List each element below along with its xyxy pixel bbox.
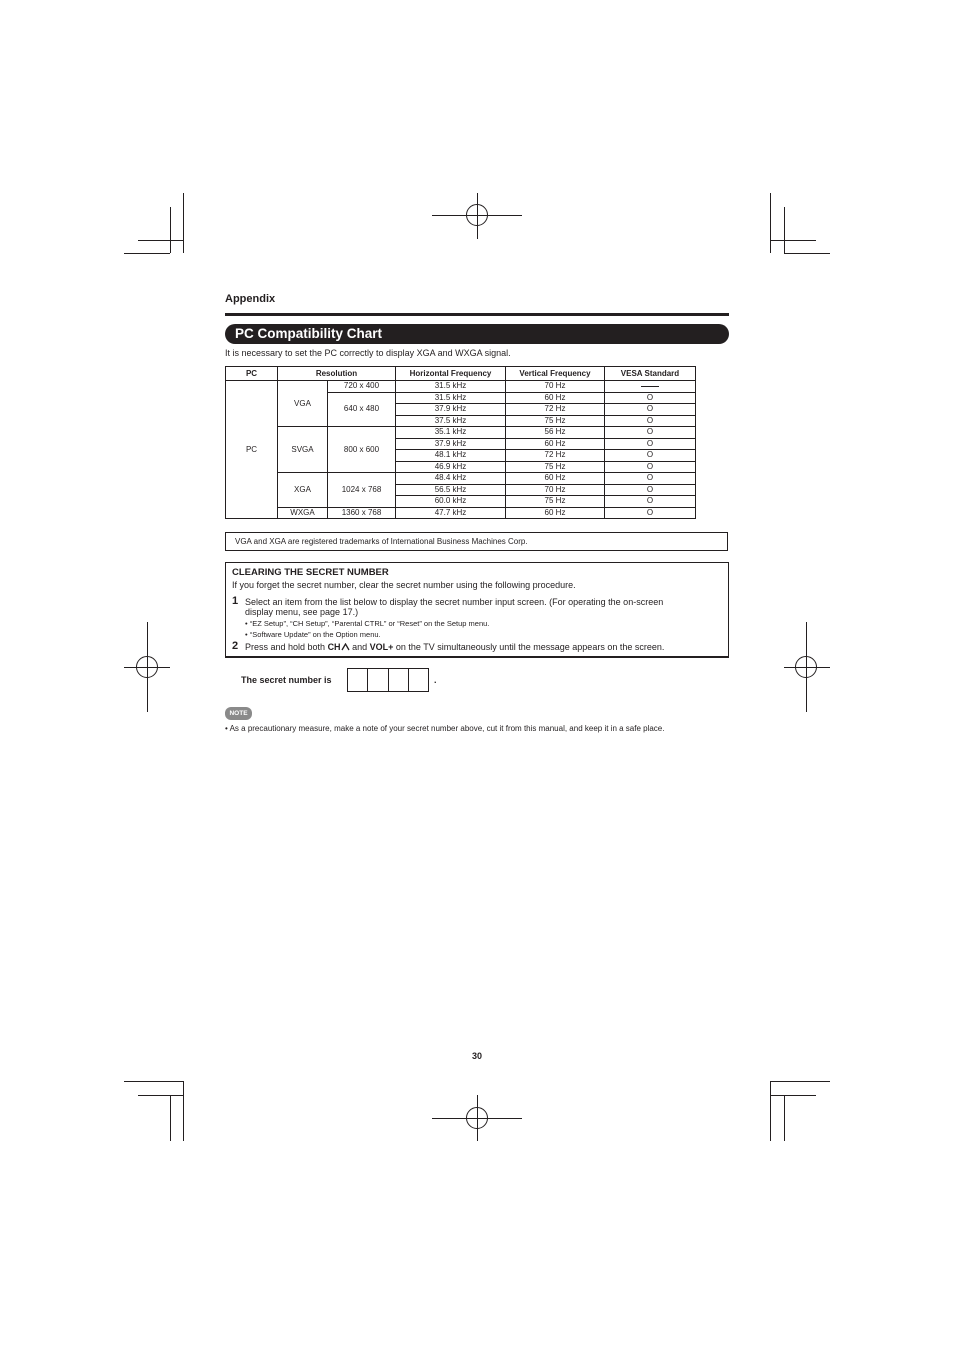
header-resolution: Resolution: [278, 367, 396, 381]
v-freq-cell: 75 Hz: [506, 415, 605, 427]
step-1-line-1: Select an item from the list below to display the secret number input screen. (For operating the on-screen: [245, 597, 664, 607]
ch-up-icon: [341, 643, 350, 651]
table-row: [226, 381, 696, 393]
bullet-setup-menu: • “EZ Setup”, “CH Setup”, “Parental CTRL” or “Reset” on the Setup menu.: [245, 619, 490, 628]
step-2-and: and: [349, 642, 370, 652]
intro-text: It is necessary to set the PC correctly to display XGA and WXGA signal.: [225, 348, 511, 358]
v-freq-cell: 60 Hz: [506, 392, 605, 404]
header-vertical-frequency: Vertical Frequency: [506, 367, 605, 381]
vesa-cell: O: [605, 484, 696, 496]
vesa-cell: O: [605, 404, 696, 416]
v-freq-cell: 60 Hz: [506, 507, 605, 519]
h-freq-cell: 31.5 kHz: [396, 381, 506, 393]
h-freq-cell: 37.9 kHz: [396, 438, 506, 450]
group-cell: XGA: [278, 473, 328, 508]
secret-intro: If you forget the secret number, clear the secret number using the following procedure.: [232, 580, 576, 590]
trademark-box: [225, 532, 728, 551]
step-2-post: on the TV simultaneously until the message appears on the screen.: [393, 642, 665, 652]
vesa-cell: O: [605, 507, 696, 519]
ch-key-label: CH: [327, 642, 341, 652]
vesa-cell: O: [605, 427, 696, 439]
step-2-pre: Press and hold both: [245, 642, 328, 652]
vesa-cell: O: [605, 473, 696, 485]
vesa-cell: [605, 381, 696, 393]
secret-number-period: .: [434, 675, 437, 685]
secret-heading: CLEARING THE SECRET NUMBER: [232, 567, 389, 578]
digit-box: [368, 669, 388, 691]
resolution-cell: 1360 x 768: [328, 507, 396, 519]
v-freq-cell: 75 Hz: [506, 496, 605, 508]
secret-number-box: [225, 562, 729, 658]
group-cell: SVGA: [278, 427, 328, 473]
vesa-cell: O: [605, 450, 696, 462]
title-bar: [225, 324, 729, 344]
h-freq-cell: 60.0 kHz: [396, 496, 506, 508]
bullet-option-menu: • “Software Update” on the Option menu.: [245, 630, 381, 639]
note-badge: NOTE: [225, 707, 252, 720]
vesa-cell: O: [605, 496, 696, 508]
group-cell: VGA: [278, 381, 328, 427]
table-header-row: [226, 367, 696, 381]
h-freq-cell: 56.5 kHz: [396, 484, 506, 496]
h-freq-cell: 46.9 kHz: [396, 461, 506, 473]
v-freq-cell: 60 Hz: [506, 473, 605, 485]
table-row: [226, 427, 696, 439]
digit-box: [389, 669, 409, 691]
h-freq-cell: 37.9 kHz: [396, 404, 506, 416]
resolution-cell: 640 x 480: [328, 392, 396, 427]
v-freq-cell: 56 Hz: [506, 427, 605, 439]
vesa-cell: O: [605, 392, 696, 404]
v-freq-cell: 72 Hz: [506, 450, 605, 462]
h-freq-cell: 35.1 kHz: [396, 427, 506, 439]
table-row: [226, 507, 696, 519]
step-2-text: [245, 642, 715, 652]
step-1-number: 1: [232, 595, 239, 607]
vesa-cell: O: [605, 438, 696, 450]
vol-key-label: VOL+: [369, 642, 394, 652]
vesa-cell: O: [605, 415, 696, 427]
page-title: PC Compatibility Chart: [235, 326, 383, 341]
trademark-text: VGA and XGA are registered trademarks of International Business Machines Corp.: [235, 537, 528, 546]
pc-cell: PC: [226, 381, 278, 519]
h-freq-cell: 48.1 kHz: [396, 450, 506, 462]
step-2-number: 2: [232, 640, 239, 652]
resolution-cell: 720 x 400: [328, 381, 396, 393]
page-number: 30: [471, 1051, 482, 1061]
section-label: Appendix: [225, 293, 276, 305]
note-text: • As a precautionary measure, make a note of your secret number above, cut it from this manual, and keep it in a safe place.: [225, 724, 665, 733]
table-row: [226, 473, 696, 485]
h-freq-cell: 48.4 kHz: [396, 473, 506, 485]
section-rule: [225, 313, 729, 316]
v-freq-cell: 70 Hz: [506, 484, 605, 496]
vesa-cell: O: [605, 461, 696, 473]
resolution-cell: 1024 x 768: [328, 473, 396, 508]
header-vesa-standard: VESA Standard: [605, 367, 696, 381]
h-freq-cell: 37.5 kHz: [396, 415, 506, 427]
header-pc: PC: [226, 367, 278, 381]
secret-number-boxes: [347, 668, 429, 692]
step-1-line-2: display menu, see page 17.): [245, 607, 359, 617]
v-freq-cell: 72 Hz: [506, 404, 605, 416]
pc-compatibility-table: [225, 366, 696, 519]
dash-mark: [641, 386, 659, 387]
v-freq-cell: 70 Hz: [506, 381, 605, 393]
digit-box: [348, 669, 368, 691]
group-cell: WXGA: [278, 507, 328, 519]
v-freq-cell: 75 Hz: [506, 461, 605, 473]
h-freq-cell: 31.5 kHz: [396, 392, 506, 404]
digit-box: [409, 669, 428, 691]
secret-number-label: The secret number is: [241, 675, 332, 685]
resolution-cell: 800 x 600: [328, 427, 396, 473]
header-horizontal-frequency: Horizontal Frequency: [396, 367, 506, 381]
v-freq-cell: 60 Hz: [506, 438, 605, 450]
h-freq-cell: 47.7 kHz: [396, 507, 506, 519]
step-1-text: [245, 597, 715, 617]
